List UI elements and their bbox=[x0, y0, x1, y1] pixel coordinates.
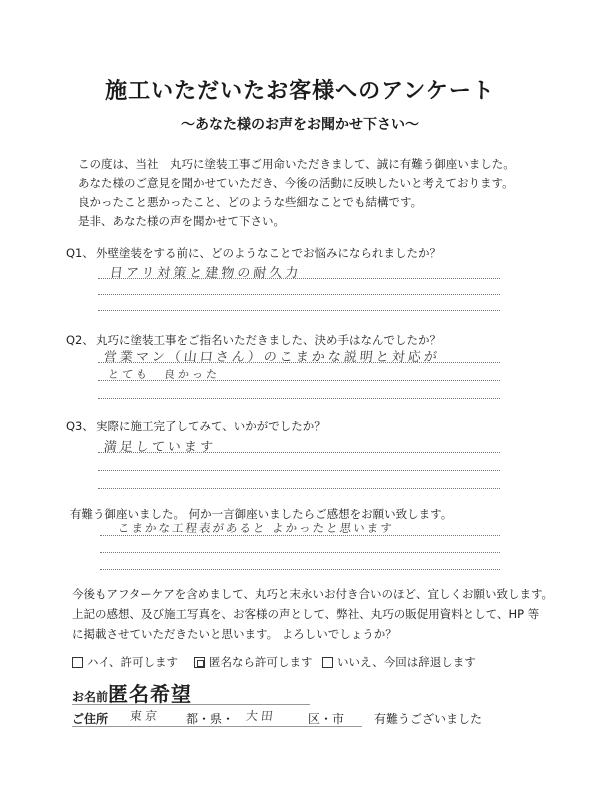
option-anonymous[interactable] bbox=[194, 654, 313, 670]
comment-rule-3 bbox=[100, 569, 500, 570]
q1-answer-rule-1 bbox=[98, 278, 500, 279]
q2-text: 丸巧に塗装工事をご指名いただきました、決め手はなんでしたか？ bbox=[96, 333, 441, 347]
q2-answer-rule-2 bbox=[98, 380, 500, 381]
comment-answer: こまかな工程表があると よかったと思います bbox=[117, 521, 395, 535]
intro-line-3: 良かったこと悪かったこと、どのような些細なことでも結構です。 bbox=[78, 195, 423, 209]
intro-line-4: 是非、あなた様の声を聞かせて下さい。 bbox=[78, 214, 285, 228]
option-allow-checkbox[interactable] bbox=[72, 657, 83, 668]
option-decline[interactable] bbox=[322, 654, 476, 670]
q2-label: Q2、 bbox=[66, 333, 94, 347]
q2-answer-line-2: とても 良かった bbox=[107, 368, 221, 381]
name-underline bbox=[72, 704, 310, 705]
q1-text: 外壁塗装をする前に、どのようなことでお悩みになられましたか？ bbox=[96, 246, 441, 260]
intro-line-1: この度は、当社 丸巧に塗装工事ご用命いただきまして、誠に有難う御座いました。 bbox=[78, 157, 515, 171]
q1-answer-rule-3 bbox=[98, 310, 500, 311]
comment-rule-1 bbox=[100, 535, 500, 536]
q2-answer-line-1: 営業マン（山口さん）のこまかな説明と対応が bbox=[103, 350, 441, 365]
prefecture-value: 東京 bbox=[129, 709, 161, 723]
address-label: ご住所 bbox=[72, 712, 109, 726]
q1-answer-line-1: 日アリ対策と建物の耐久力 bbox=[109, 266, 303, 281]
q3-text: 実際に施工完了してみて、いかがでしたか？ bbox=[96, 419, 326, 433]
q3-answer-rule-3 bbox=[98, 488, 500, 489]
comment-prompt: 有難う御座いました。 何か一言御座いましたらご感想をお願い致します。 bbox=[70, 507, 453, 521]
q3-answer-rule-2 bbox=[98, 470, 500, 471]
q2-answer-rule-3 bbox=[98, 398, 500, 399]
city-suffix: 区・市 bbox=[308, 712, 345, 726]
option-anonymous-checkbox[interactable] bbox=[194, 657, 205, 668]
city-value: 大田 bbox=[245, 709, 277, 723]
option-decline-checkbox[interactable] bbox=[322, 657, 333, 668]
q3-answer-line-1: 満足しています bbox=[103, 440, 217, 455]
thanks-text: 有難うございました bbox=[374, 712, 483, 726]
closing-line-2: 上記の感想、及び施工写真を、お客様の声として、弊社、丸巧の販促用資料として、HP 等 bbox=[72, 607, 540, 621]
closing-line-1: 今後もアフターケアを含めまして、丸巧と末永いお付き合いのほど、宜しくお願い致します。 bbox=[72, 587, 554, 601]
survey-subtitle: ～あなた様のお声をお聞かせ下さい～ bbox=[181, 117, 419, 133]
option-decline-label: いいえ、今回は辞退します bbox=[337, 655, 476, 669]
option-allow-label: ハイ、許可します bbox=[87, 655, 178, 669]
prefecture-suffix: 都・県・ bbox=[186, 712, 235, 726]
q3-answer-rule-1 bbox=[98, 452, 500, 453]
intro-line-2: あなた様のご意見を聞かせていただき、今後の活動に反映したいと考えております。 bbox=[78, 176, 514, 190]
q2-answer-rule-1 bbox=[98, 362, 500, 363]
q1-answer-rule-2 bbox=[98, 294, 500, 295]
option-allow[interactable] bbox=[72, 654, 178, 670]
q1-label: Q1、 bbox=[66, 246, 94, 260]
name-value: 匿名希望 bbox=[108, 682, 192, 706]
address-underline bbox=[72, 726, 362, 727]
option-anonymous-label: 匿名なら許可します bbox=[209, 655, 313, 669]
survey-title: 施工いただいたお客様へのアンケート bbox=[105, 79, 495, 104]
closing-line-3: に掲載させていただきたいと思います。 よろしいでしょうか？ bbox=[72, 627, 397, 641]
name-label: お名前 bbox=[72, 690, 109, 704]
comment-rule-2 bbox=[100, 552, 500, 553]
q3-label: Q3、 bbox=[66, 419, 94, 433]
